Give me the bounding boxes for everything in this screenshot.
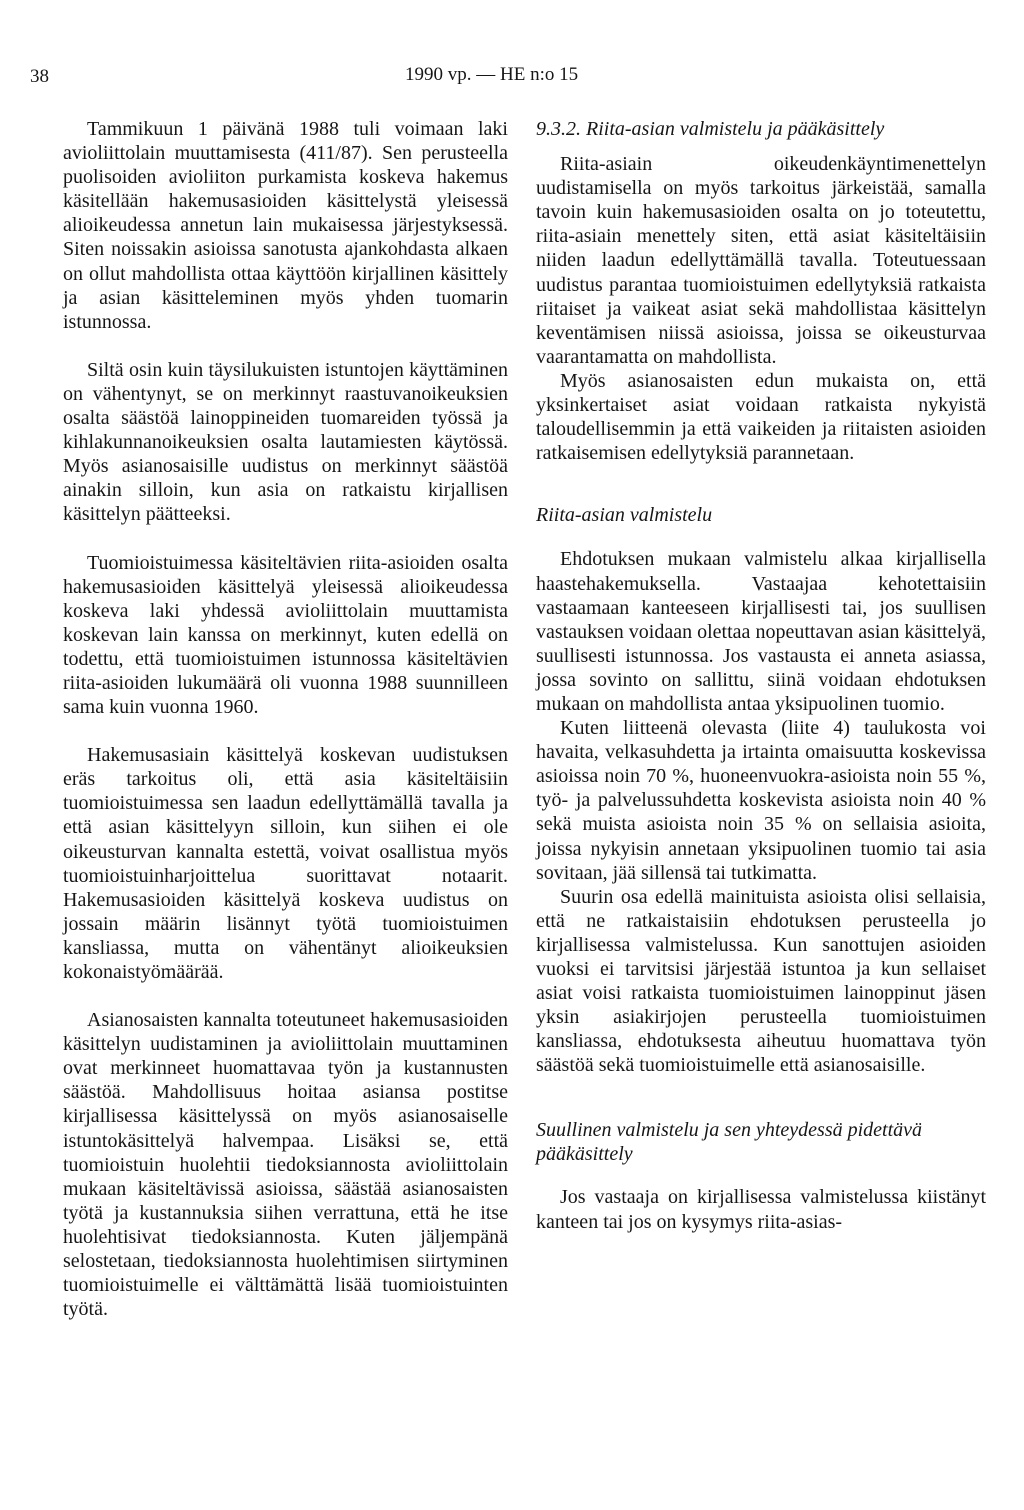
subheading-valmistelu: Riita-asian valmistelu: [536, 504, 713, 527]
left-paragraph-3: Tuomioistuimessa käsiteltävien riita-asioiden osalta hakemusasioiden käsittelyä yleisessä alioikeudessa koskeva laki yhdessä avioliittolain muuttamista koskevan lain kanssa on merkinnyt, kuten edellä on todettu, että tuomioistuimen istunnossa käsiteltävien riita-asioiden lukumäärä oli vuonna 1988 suunnilleen sama kuin vuonna 1960.: [63, 551, 508, 719]
page-number: 38: [30, 66, 49, 87]
right-paragraph-2: Myös asianosaisten edun mukaista on, että yksinkertaiset asiat voidaan ratkaista nykyistä taloudellisemmin ja että vaikeiden ja riitaisten asioiden ratkaisemisen edellytyksiä parannetaan.: [536, 369, 986, 465]
running-head: 1990 vp. — HE n:o 15: [405, 64, 579, 85]
right-paragraph-4: Kuten liitteenä olevasta (liite 4) taulukosta voi havaita, velkasuhdetta ja irtainta omaisuutta koskevissa asioissa noin 70 %, huoneenvuokra-asioista noin 55 %, työ- ja palvelussuhdetta koskevista asioista noin 40 % sekä muista asioista noin 35 % on sellaisia asioita, joissa nykyisin annetaan yksipuolinen tuomio tai asia sovitaan, jää sillensä tai tutkimatta.: [536, 717, 986, 884]
right-paragraph-6: Jos vastaaja on kirjallisessa valmistelussa kiistänyt kanteen tai jos on kysymys riita-asias-: [536, 1186, 986, 1233]
right-paragraph-1: Riita-asiain oikeudenkäyntimenettelyn uudistamisella on myös tarkoitus järkeistää, samalla tavoin kuin hakemusasioiden osalta on jo toteutettu, riita-asiain menettely siten, että asiat käsiteltäisiin niiden laadun edellyttämällä tavalla. Toteutuessaan uudistus parantaa tuomioistuimen edellytyksiä ratkaista riitaiset ja vaikeat asiat sekä mahdollistaa käsittelyn keventämisen niissä asioissa, joissa se oikeusturvaa vaarantamatta on mahdollista.: [536, 153, 986, 368]
subheading-suullinen-valmistelu: Suullinen valmistelu ja sen yhteydessä pidettävä pääkäsittely: [536, 1119, 923, 1166]
section-heading: 9.3.2. Riita-asian valmistelu ja pääkäsittely: [536, 118, 885, 140]
left-paragraph-1: Tammikuun 1 päivänä 1988 tuli voimaan laki avioliittolain muuttamisesta (411/87). Sen perusteella puolisoiden avioliiton purkamista koskeva hakemus käsitellään hakemusasioiden käsittelystä yleisessä alioikeudessa annetun lain mukaisessa järjestyksessä. Siten noissakin asioissa sanotusta ajankohdasta alkaen on ollut mahdollista ottaa käyttöön kirjallinen käsittely ja asian käsitteleminen myös yhden tuomarin istunnossa.: [63, 118, 508, 333]
left-paragraph-4: Hakemusasiain käsittelyä koskevan uudistuksen eräs tarkoitus oli, että asia käsiteltäisiin tuomioistuimessa sen laadun edellyttämällä tavalla ja että asian käsittelyyn silloin, kun siihen ei ole oikeusturvan kannalta estettä, voivat osallistua myös tuomioistuinharjoittelua suorittavat notaarit. Hakemusasioiden käsittelyä koskeva uudistus on jossain määrin lisännyt työtä tuomioistuimen kansliassa, mutta on vähentänyt alioikeuksien kokonaistyömäärää.: [63, 744, 508, 983]
right-paragraph-3: Ehdotuksen mukaan valmistelu alkaa kirjallisella haastehakemuksella. Vastaajaa kehotettaisiin vastaamaan kanteeseen kirjallisesti tai, jos suullisen vastauksen voidaan olettaa nopeuttavan asian käsittelyä, suullisesti istunnossa. Jos vastausta ei anneta asiassa, jossa sovinto on sallittu, siinä voidaan ehdotuksen mukaan on mahdollista antaa yksipuolinen tuomio.: [536, 548, 986, 715]
right-paragraph-5: Suurin osa edellä mainituista asioista olisi sellaisia, että ne ratkaistaisiin ehdotuksen perusteella jo kirjallisessa valmistelussa. Kun sanottujen asioiden vuoksi ei tarvitsisi järjestää istuntoa ja kun sellaiset asiat voisi ratkaista tuomioistuimen lainoppinut jäsen yksin asiakirjojen perusteella tuomioistuimen kansliassa, ehdotuksesta aiheutuu huomattava työn säästöä sekä tuomioistuimelle että asianosaisille.: [536, 885, 986, 1077]
right-column: [536, 117, 986, 1234]
left-paragraph-2: Siltä osin kuin täysilukuisten istuntojen käyttäminen on vähentynyt, se on merkinnyt raastuvanoikeuksien osalta säästöä lainoppineiden tuomareiden työssä ja kihlakunnanoikeuksien osalta lautamiesten käytössä. Myös asianosaisille uudistus on merkinnyt säästöä ainakin silloin, kun asia on ratkaistu kirjallisen käsittelyn päätteeksi.: [63, 358, 508, 526]
left-column: [63, 117, 508, 1321]
left-paragraph-5: Asianosaisten kannalta toteutuneet hakemusasioiden käsittelyn uudistaminen ja avioliittolain muuttaminen ovat merkinneet huomattavaa työn ja kustannusten säästöä. Mahdollisuus hoitaa asiansa postitse kirjallisessa käsittelyssä on myös asianosaiselle istuntokäsittelyä halvempaa. Lisäksi se, että tuomioistuin huolehtii tiedoksiannosta avioliittolain mukaan käsiteltävissä asioissa, säästää asianosaisten työtä ja kustannuksia siihen verrattuna, että he itse huolehtisivat tiedoksiannosta. Kuten jäljempänä selostetaan, tiedoksiannosta huolehtimisen siirtyminen tuomioistuimelle ei välttämättä lisää tuomioistuinten työtä.: [63, 1009, 508, 1321]
